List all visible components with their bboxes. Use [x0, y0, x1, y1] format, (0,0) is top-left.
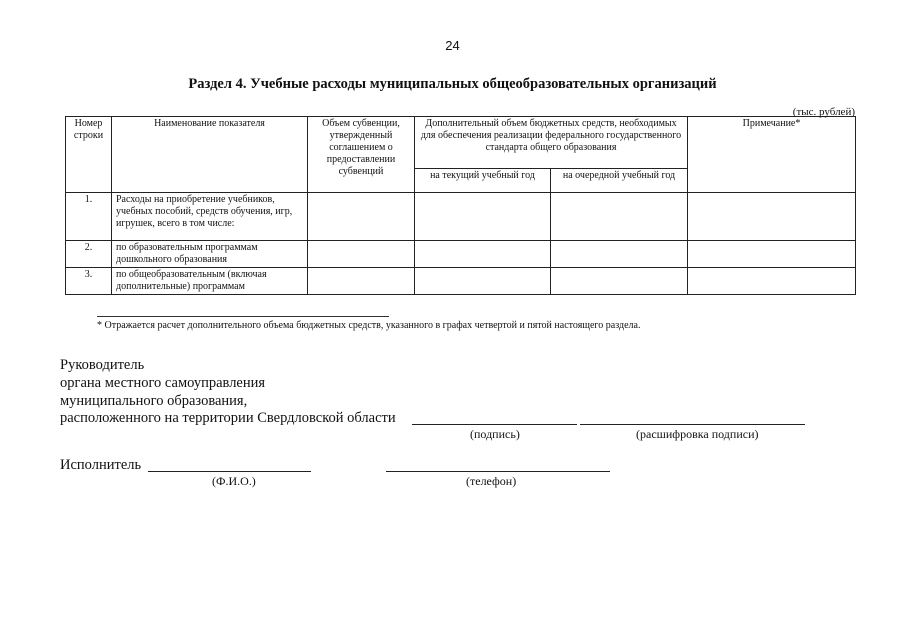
executor-name-line — [148, 471, 311, 472]
executor-phone-line — [386, 471, 610, 472]
row-name: Расходы на приобретение учебников, учебных пособий, средств обучения, игр, игрушек, всего в том числе: — [112, 193, 308, 241]
header-next-year: на очередной учебный год — [551, 169, 688, 193]
cell-subsidy — [308, 268, 415, 295]
expenses-table — [65, 116, 856, 295]
cell-current-year — [415, 241, 551, 268]
header-current-year: на текущий учебный год — [415, 169, 551, 193]
executor-label: Исполнитель — [60, 457, 142, 473]
caption-signature: (подпись) — [470, 427, 520, 441]
header-subsidy-volume: Объем субвенции, утвержденный соглашением о предоставлении субвенций — [308, 117, 415, 193]
head-title-line-1: Руководитель — [60, 357, 145, 373]
cell-current-year — [415, 268, 551, 295]
units-note: (тыс. рублей) — [792, 106, 855, 118]
cell-subsidy — [308, 241, 415, 268]
section-title: Раздел 4. Учебные расходы муниципальных общеобразовательных организаций — [188, 76, 717, 92]
cell-note — [688, 193, 856, 241]
table-row — [66, 268, 856, 295]
cell-note — [688, 268, 856, 295]
header-indicator-name: Наименование показателя — [112, 117, 308, 193]
head-title-line-2: органа местного самоуправления — [60, 375, 266, 391]
header-row-number: Номер строки — [66, 117, 112, 193]
row-name: по образовательным программам дошкольного образования — [112, 241, 308, 268]
cell-next-year — [551, 241, 688, 268]
cell-next-year — [551, 268, 688, 295]
cell-current-year — [415, 193, 551, 241]
footnote: * Отражается расчет дополнительного объема бюджетных средств, указанного в графах четвертой и пятой настоящего раздела. — [97, 320, 641, 331]
header-note: Примечание* — [688, 117, 856, 193]
row-number: 1. — [66, 193, 112, 241]
signature-line — [412, 424, 577, 425]
table-row — [66, 193, 856, 241]
table-row — [66, 241, 856, 268]
head-title-line-4: расположенного на территории Свердловской области — [60, 410, 396, 426]
cell-note — [688, 241, 856, 268]
caption-fio: (Ф.И.О.) — [212, 474, 256, 488]
head-title-line-3: муниципального образования, — [60, 393, 248, 409]
row-number: 2. — [66, 241, 112, 268]
page-number: 24 — [445, 38, 460, 53]
row-number: 3. — [66, 268, 112, 295]
caption-decoding: (расшифровка подписи) — [636, 427, 759, 441]
header-additional-volume: Дополнительный объем бюджетных средств, необходимых для обеспечения реализации федерального государственного стандарта общего образования — [415, 117, 688, 169]
cell-next-year — [551, 193, 688, 241]
caption-phone: (телефон) — [466, 474, 517, 488]
signature-decoding-line — [580, 424, 805, 425]
footnote-divider — [97, 316, 389, 317]
row-name: по общеобразовательным (включая дополнительные) программам — [112, 268, 308, 295]
cell-subsidy — [308, 193, 415, 241]
